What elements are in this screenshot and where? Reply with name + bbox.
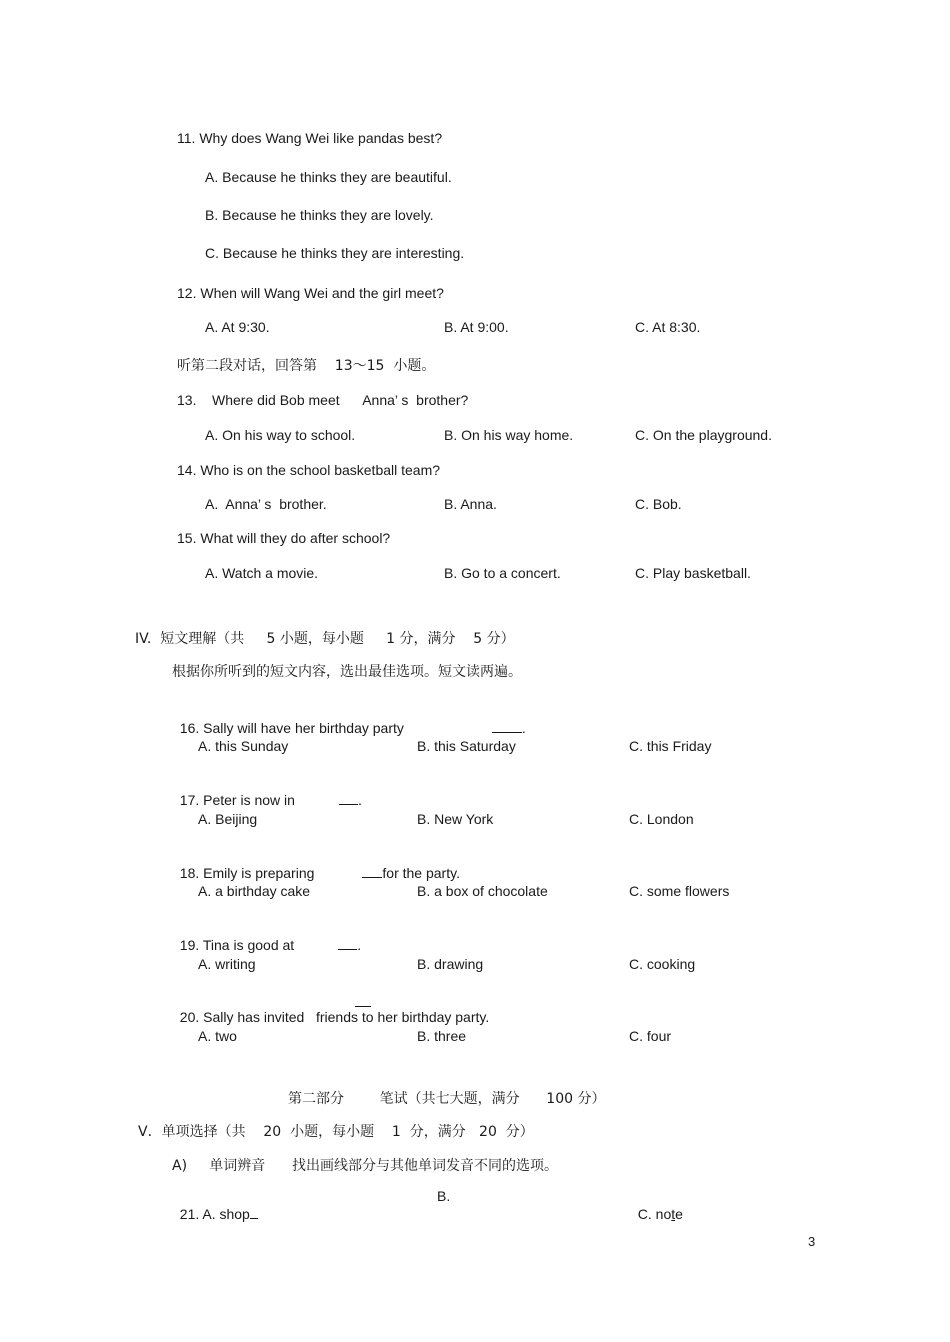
answer-blank — [355, 1006, 371, 1007]
section-5-sub-a: A) 单词辨音 找出画线部分与其他单词发音不同的选项。 — [172, 1158, 558, 1174]
question-17-option-a: A. Beijing — [198, 811, 258, 827]
question-18-text: 18. Emily is preparing — [179, 865, 315, 881]
question-12-option-b: B. At 9:00. — [444, 319, 509, 335]
question-16-text: 16. Sally will have her birthday party — [179, 720, 404, 736]
question-21-option-c — [630, 1187, 683, 1223]
question-13-stem: 13. Where did Bob meet Anna’ s brother? — [177, 392, 469, 408]
underline-mark — [250, 1205, 258, 1219]
question-17-tail: . — [357, 792, 362, 808]
question-16-option-c: C. this Friday — [629, 738, 712, 754]
question-14-stem: 14. Who is on the school basketball team? — [177, 462, 441, 478]
question-11-option-a: A. Because he thinks they are beautiful. — [205, 169, 452, 185]
question-18-option-a: A. a birthday cake — [198, 883, 311, 899]
section-4-heading: IV. 短文理解（共 5 小题，每小题 1 分，满分 5 分） — [135, 631, 515, 647]
answer-blank — [338, 936, 357, 950]
question-13-option-c: C. On the playground. — [635, 427, 772, 443]
question-13-option-b: B. On his way home. — [444, 427, 574, 443]
question-13-option-a: A. On his way to school. — [205, 427, 356, 443]
question-16-option-b: B. this Saturday — [417, 738, 516, 754]
question-14-option-a: A. Anna’ s brother. — [205, 496, 327, 512]
question-17-option-b: B. New York — [417, 811, 494, 827]
question-11-stem: 11. Why does Wang Wei like pandas best? — [177, 130, 443, 146]
question-18-tail: for the party. — [382, 865, 460, 881]
question-19-text: 19. Tina is good at — [179, 937, 295, 953]
question-19-option-a: A. writing — [198, 956, 256, 972]
question-21-c-post: e — [675, 1206, 683, 1222]
part-2-title: 第二部分 笔试（共七大题，满分 100 分） — [288, 1091, 606, 1107]
question-19-tail: . — [357, 937, 362, 953]
question-12-option-a: A. At 9:30. — [205, 319, 270, 335]
question-20-text-b: to her birthday party. — [358, 1009, 490, 1025]
question-21-text-a: 21. A. shop — [179, 1206, 250, 1222]
question-15-stem: 15. What will they do after school? — [177, 530, 391, 546]
answer-blank — [339, 791, 358, 805]
question-15-option-b: B. Go to a concert. — [444, 565, 561, 581]
question-21-option-b: B. — [437, 1188, 451, 1204]
question-20-option-a: A. two — [198, 1028, 237, 1044]
question-21-c-pre: C. no — [637, 1206, 672, 1222]
question-18-option-c: C. some flowers — [629, 883, 730, 899]
question-15-option-c: C. Play basketball. — [635, 565, 751, 581]
answer-blank — [492, 719, 522, 733]
question-12-stem: 12. When will Wang Wei and the girl meet? — [177, 285, 444, 301]
dialog-2-instruction: 听第二段对话，回答第 13～15 小题。 — [177, 358, 436, 374]
question-16-option-a: A. this Sunday — [198, 738, 289, 754]
question-19-option-b: B. drawing — [417, 956, 484, 972]
question-19-stem — [172, 918, 361, 954]
question-19-option-c: C. cooking — [629, 956, 696, 972]
question-17-text: 17. Peter is now in — [179, 792, 295, 808]
question-14-option-c: C. Bob. — [635, 496, 682, 512]
question-17-option-c: C. London — [629, 811, 694, 827]
question-16-tail: . — [521, 720, 526, 736]
answer-blank — [362, 864, 382, 878]
question-21-option-a — [172, 1187, 258, 1223]
question-20-option-b: B. three — [417, 1028, 467, 1044]
question-14-option-b: B. Anna. — [444, 496, 497, 512]
question-17-stem — [172, 773, 362, 809]
section-5-heading: V．单项选择（共 20 小题，每小题 1 分，满分 20 分） — [138, 1124, 534, 1140]
question-21-c-underlined: t — [671, 1206, 676, 1222]
question-20-option-c: C. four — [629, 1028, 672, 1044]
question-18-option-b: B. a box of chocolate — [417, 883, 548, 899]
question-20-stem — [172, 990, 489, 1026]
question-16-stem — [172, 701, 526, 737]
section-4-instruction: 根据你所听到的短文内容，选出最佳选项。短文读两遍。 — [172, 664, 522, 680]
question-11-option-b: B. Because he thinks they are lovely. — [205, 207, 434, 223]
page-number: 3 — [808, 1234, 816, 1249]
question-12-option-c: C. At 8:30. — [635, 319, 701, 335]
question-18-stem — [172, 846, 460, 882]
question-20-text-a: 20. Sally has invited friends — [179, 1009, 358, 1025]
question-15-option-a: A. Watch a movie. — [205, 565, 319, 581]
question-11-option-c: C. Because he thinks they are interesting. — [205, 245, 465, 261]
